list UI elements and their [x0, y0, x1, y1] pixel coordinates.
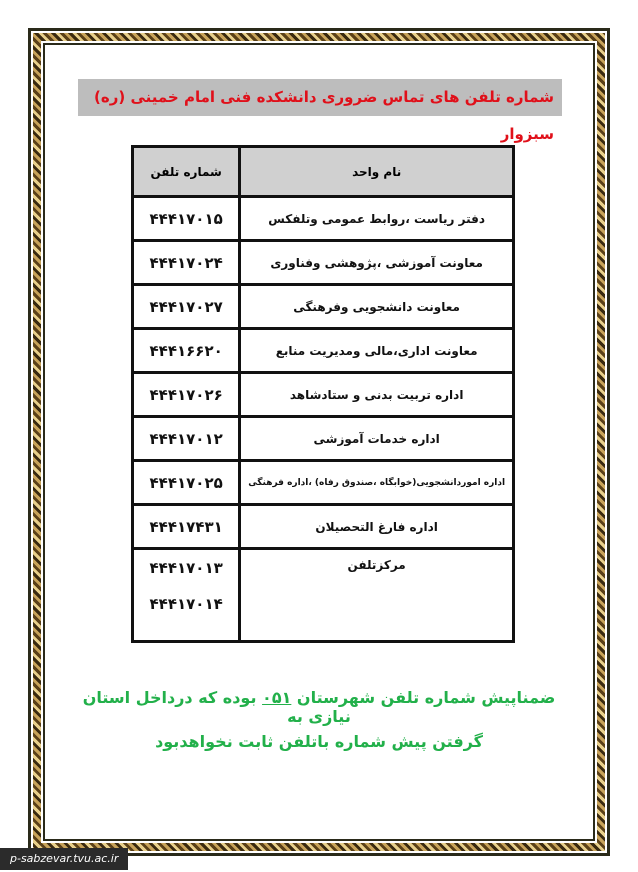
unit-name: مرکزتلفن [238, 550, 512, 640]
unit-name: دفتر ریاست ،روابط عمومی وتلفکس [238, 198, 512, 242]
phone-number: ۴۴۴۱۷۰۲۶ [134, 374, 238, 418]
unit-name: معاونت اداری،مالی ومدیریت منابع [238, 330, 512, 374]
unit-name: اداره خدمات آموزشی [238, 418, 512, 462]
phone-number: ۴۴۴۱۷۰۱۴ [149, 595, 223, 613]
header-phone: شماره تلفن [134, 148, 238, 198]
phone-number: ۴۴۴۱۷۰۲۴ [134, 242, 238, 286]
unit-name: اداره فارغ التحصیلان [238, 506, 512, 550]
table-row [134, 462, 512, 506]
unit-name: معاونت دانشجویی وفرهنگی [238, 286, 512, 330]
site-watermark: p-sabzevar.tvu.ac.ir [0, 848, 128, 870]
area-code: ۰۵۱ [262, 688, 292, 707]
table-row [134, 286, 512, 330]
unit-name: اداره تربیت بدنی و ستادشاهد [238, 374, 512, 418]
phone-number: ۴۴۴۱۷۰۱۲ [134, 418, 238, 462]
phone-table [131, 145, 515, 643]
table-row [134, 418, 512, 462]
table-row [134, 330, 512, 374]
phone-number: ۴۴۴۱۷۰۲۷ [134, 286, 238, 330]
table-row [134, 374, 512, 418]
note-line-1 [64, 688, 574, 726]
table-row [134, 198, 512, 242]
table-row [134, 242, 512, 286]
phone-number: ۴۴۴۱۷۰۱۳ [149, 559, 223, 577]
note-line-2: گرفتن پیش شماره باتلفن ثابت نخواهدبود [155, 732, 483, 751]
unit-name: معاونت آموزشی ،پژوهشی وفناوری [238, 242, 512, 286]
phone-number: ۴۴۴۱۷۴۳۱ [134, 506, 238, 550]
phone-number: ۴۴۴۱۷۰۱۵ [134, 198, 238, 242]
page-title: شماره تلفن های تماس ضروری دانشکده فنی امام خمینی (ره) سبزوار [78, 79, 562, 116]
phone-number: ۴۴۴۱۶۶۲۰ [134, 330, 238, 374]
table-row [134, 506, 512, 550]
header-unit: نام واحد [238, 148, 512, 198]
note-text: بوده که درداخل استان نیازی به [82, 688, 351, 726]
unit-name: اداره اموردانشجویی(خوابگاه ،صندوق رفاه) ،اداره فرهنگی [238, 462, 512, 506]
phone-number: ۴۴۴۱۷۰۲۵ [134, 462, 238, 506]
table-header-row [134, 148, 512, 198]
note-text: ضمناپیش شماره تلفن شهرستان [296, 688, 556, 707]
table-row [134, 550, 512, 640]
phone-number-group [134, 550, 238, 640]
